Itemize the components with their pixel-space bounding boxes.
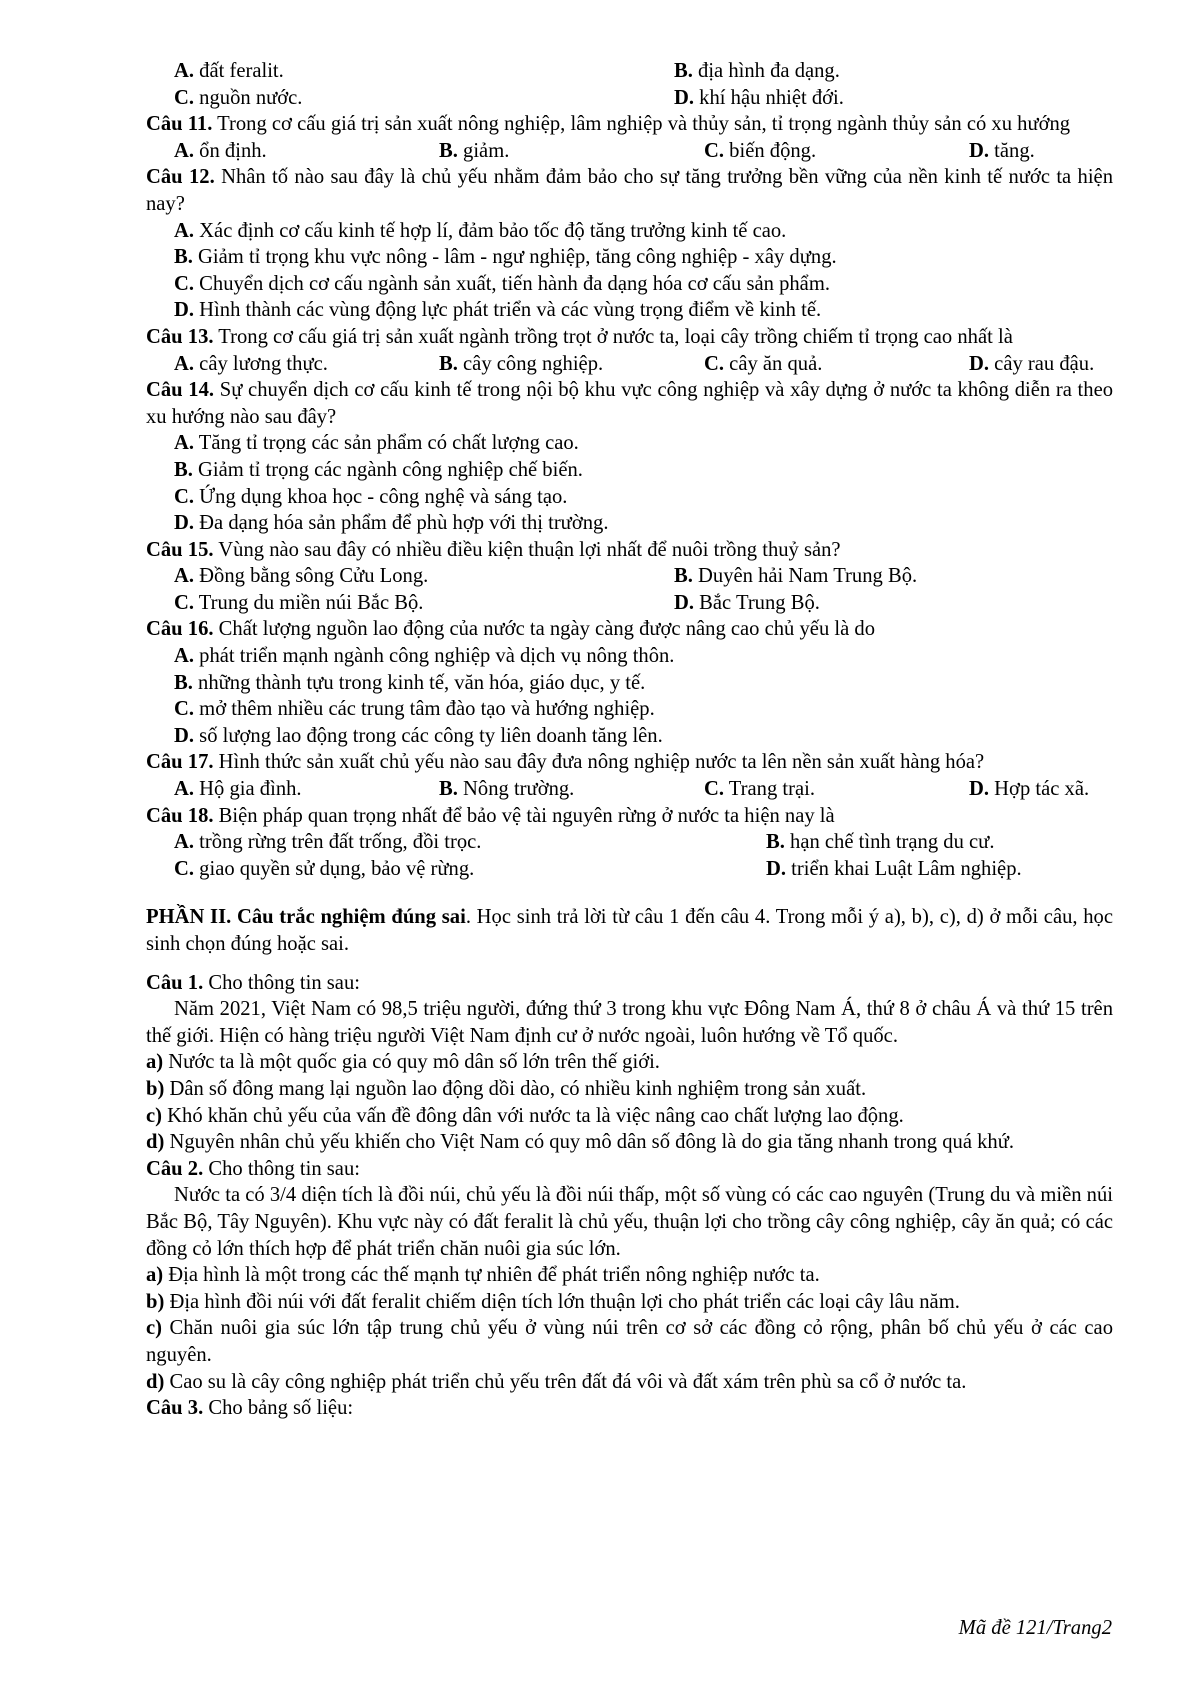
q12-option-c: C. Chuyển dịch cơ cấu ngành sản xuất, tiến hành đa dạng hóa cơ cấu sản phẩm.: [174, 272, 830, 295]
q17-option-c: C. Trang trại.: [704, 778, 815, 801]
q18-options-row-1: [146, 829, 1113, 856]
q16-option-d: D. số lượng lao động trong các công ty liên doanh tăng lên.: [174, 724, 663, 747]
q17-option-d: D. Hợp tác xã.: [969, 778, 1090, 801]
p2q1-passage: Năm 2021, Việt Nam có 98,5 triệu người, đứng thứ 3 trong khu vực Đông Nam Á, thứ 8 ở châu Á và thứ 15 trên thế giới. Hiện có hàng triệu người Việt Nam định cư ở nước ngoài, luôn hướng về Tổ quốc.: [146, 998, 1113, 1047]
q12-stem: Câu 12. Nhân tố nào sau đây là chủ yếu nhằm đảm bảo cho sự tăng trưởng bền vững của nền kinh tế nước ta hiện nay?: [146, 166, 1113, 215]
q14-option-d: D. Đa dạng hóa sản phẩm để phù hợp với thị trường.: [174, 512, 609, 535]
q18-stem: Câu 18. Biện pháp quan trọng nhất để bảo vệ tài nguyên rừng ở nước ta hiện nay là: [146, 804, 835, 827]
q11-option-d: D. tăng.: [969, 139, 1035, 162]
q13-option-b: B. cây công nghiệp.: [439, 352, 604, 375]
q18-option-a: A. trồng rừng trên đất trống, đồi trọc.: [174, 831, 482, 854]
p2q2-passage: Nước ta có 3/4 diện tích là đồi núi, chủ yếu là đồi núi thấp, một số vùng có các cao nguyên (Trung du và miền núi Bắc Bộ, Tây Nguyên). Khu vực này có đất feralit là chủ yếu, thuận lợi cho trồng cây công nghiệp, cây ăn quả; có các đồng cỏ lớn thích hợp để phát triển chăn nuôi gia súc lớn.: [146, 1184, 1113, 1260]
q16-option-b: B. những thành tựu trong kinh tế, văn hóa, giáo dục, y tế.: [174, 671, 646, 694]
q18-option-b: B. hạn chế tình trạng du cư.: [766, 831, 995, 854]
p2q2-statement-a: a) Địa hình là một trong các thế mạnh tự nhiên để phát triển nông nghiệp nước ta.: [146, 1264, 820, 1287]
q11-options: [146, 138, 1113, 165]
q16-stem: Câu 16. Chất lượng nguồn lao động của nước ta ngày càng được nâng cao chủ yếu là do: [146, 618, 875, 641]
q10-option-c: C. nguồn nước.: [174, 86, 303, 109]
q13-options: [146, 351, 1113, 378]
p2q1-statement-c: c) Khó khăn chủ yếu của vấn đề đông dân với nước ta là việc nâng cao chất lượng lao động.: [146, 1104, 904, 1127]
q11-stem: Câu 11. Trong cơ cấu giá trị sản xuất nông nghiệp, lâm nghiệp và thủy sản, tỉ trọng ngành thủy sản có xu hướng: [146, 113, 1071, 136]
q13-option-c: C. cây ăn quả.: [704, 352, 823, 375]
q10-option-d: D. khí hậu nhiệt đới.: [674, 86, 844, 109]
q10-option-b: B. địa hình đa dạng.: [674, 60, 840, 82]
q11-option-a: A. ổn định.: [174, 139, 267, 162]
p2q1-stem: Câu 1. Cho thông tin sau:: [146, 971, 360, 994]
p2q2-statement-d: d) Cao su là cây công nghiệp phát triển chủ yếu trên đất đá vôi và đất xám trên phù sa cổ ở nước ta.: [146, 1370, 967, 1393]
p2q3-stem: Câu 3. Cho bảng số liệu:: [146, 1397, 354, 1420]
section-spacer-2: [146, 958, 1113, 970]
q14-option-b: B. Giảm tỉ trọng các ngành công nghiệp chế biến.: [174, 458, 583, 481]
q13-option-a: A. cây lương thực.: [174, 352, 328, 375]
p2q1-statement-d: d) Nguyên nhân chủ yếu khiến cho Việt Nam có quy mô dân số đông là do gia tăng nhanh trong quá khứ.: [146, 1131, 1015, 1154]
q15-option-c: C. Trung du miền núi Bắc Bộ.: [174, 591, 424, 614]
exam-page: [146, 58, 1113, 1422]
p2q1-statement-b: b) Dân số đông mang lại nguồn lao động dồi dào, có nhiều kinh nghiệm trong sản xuất.: [146, 1077, 867, 1100]
q11-option-c: C. biến động.: [704, 139, 817, 162]
q10-option-a: A. đất feralit.: [174, 60, 284, 82]
p2q2-stem: Câu 2. Cho thông tin sau:: [146, 1157, 360, 1180]
q11-option-b: B. giảm.: [439, 139, 510, 162]
q17-stem: Câu 17. Hình thức sản xuất chủ yếu nào sau đây đưa nông nghiệp nước ta lên nền sản xuất hàng hóa?: [146, 751, 985, 774]
q18-options-row-2: [146, 856, 1113, 883]
q13-option-d: D. cây rau đậu.: [969, 352, 1095, 375]
q16-option-c: C. mở thêm nhiều các trung tâm đào tạo và hướng nghiệp.: [174, 698, 655, 721]
q14-option-a: A. Tăng tỉ trọng các sản phẩm có chất lượng cao.: [174, 432, 579, 455]
p2q1-statement-a: a) Nước ta là một quốc gia có quy mô dân số lớn trên thế giới.: [146, 1051, 660, 1074]
page-footer: Mã đề 121/Trang2: [958, 1617, 1112, 1639]
q15-options-row-2: [146, 590, 1113, 617]
q16-option-a: A. phát triển mạnh ngành công nghiệp và dịch vụ nông thôn.: [174, 645, 675, 668]
q17-options: [146, 776, 1113, 803]
q15-stem: Câu 15. Vùng nào sau đây có nhiều điều kiện thuận lợi nhất để nuôi trồng thuỷ sản?: [146, 538, 841, 561]
q15-option-a: A. Đồng bằng sông Cửu Long.: [174, 565, 429, 588]
q14-option-c: C. Ứng dụng khoa học - công nghệ và sáng tạo.: [174, 485, 568, 508]
q18-option-c: C. giao quyền sử dụng, bảo vệ rừng.: [174, 857, 475, 880]
q17-option-a: A. Hộ gia đình.: [174, 778, 302, 801]
section-spacer: [146, 882, 1113, 904]
p2q2-statement-b: b) Địa hình đồi núi với đất feralit chiếm diện tích lớn thuận lợi cho phát triển các loại cây lâu năm.: [146, 1290, 960, 1313]
q10-options-row-2: [146, 85, 1113, 112]
q14-stem: Câu 14. Sự chuyển dịch cơ cấu kinh tế trong nội bộ khu vực công nghiệp và xây dựng ở nước ta không diễn ra theo xu hướng nào sau đây?: [146, 379, 1114, 428]
q12-option-b: B. Giảm tỉ trọng khu vực nông - lâm - ngư nghiệp, tăng công nghiệp - xây dựng.: [174, 246, 837, 269]
q12-option-a: A. Xác định cơ cấu kinh tế hợp lí, đảm bảo tốc độ tăng trưởng kinh tế cao.: [174, 219, 787, 242]
q10-options-row-1: [146, 58, 1113, 85]
q15-option-d: D. Bắc Trung Bộ.: [674, 591, 820, 614]
q15-options-row-1: [146, 563, 1113, 590]
q15-option-b: B. Duyên hải Nam Trung Bộ.: [674, 565, 918, 588]
q17-option-b: B. Nông trường.: [439, 778, 575, 801]
p2q2-statement-c: c) Chăn nuôi gia súc lớn tập trung chủ yếu ở vùng núi trên cơ sở các đồng cỏ rộng, phân bố chủ yếu ở các cao nguyên.: [146, 1317, 1113, 1366]
q13-stem: Câu 13. Trong cơ cấu giá trị sản xuất ngành trồng trọt ở nước ta, loại cây trồng chiếm tỉ trọng cao nhất là: [146, 325, 1013, 348]
q18-option-d: D. triển khai Luật Lâm nghiệp.: [766, 857, 1022, 880]
part2-instructions: PHẦN II. Câu trắc nghiệm đúng sai. Học sinh trả lời từ câu 1 đến câu 4. Trong mỗi ý a), b), c), d) ở mỗi câu, học sinh chọn đúng hoặc sai.: [146, 906, 1113, 955]
q12-option-d: D. Hình thành các vùng động lực phát triển và các vùng trọng điểm về kinh tế.: [174, 299, 822, 322]
